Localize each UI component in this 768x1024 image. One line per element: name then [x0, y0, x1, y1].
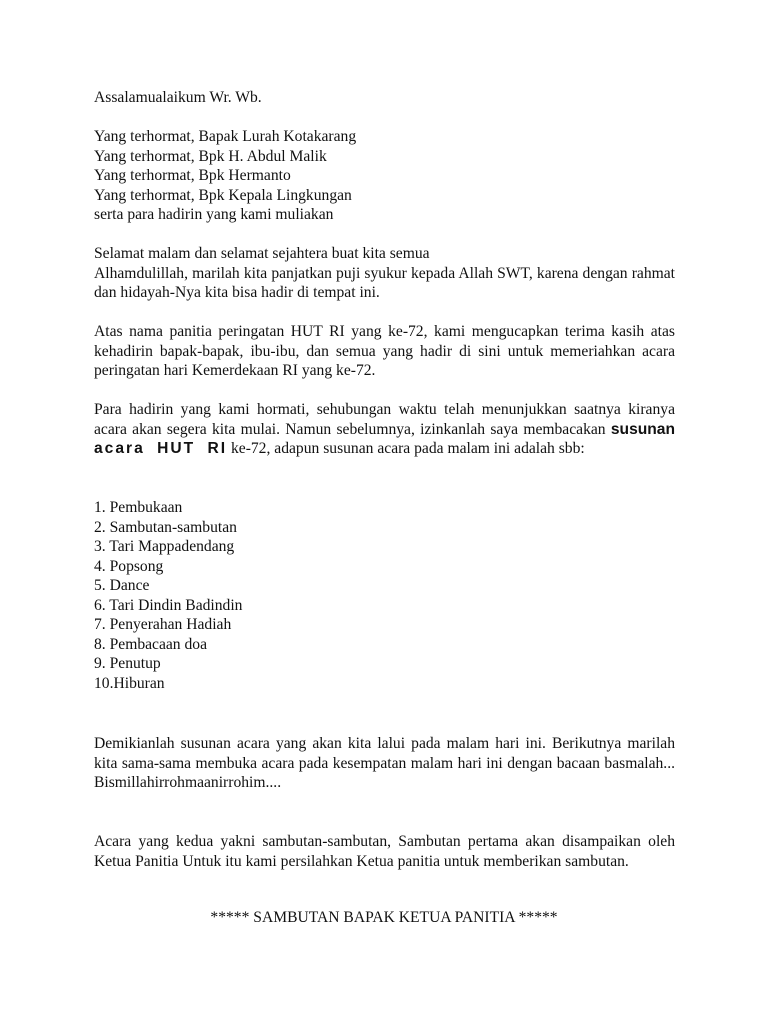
salutation-line: Yang terhormat, Bpk Hermanto: [94, 167, 291, 184]
salutation-line: Yang terhormat, Bpk Kepala Lingkungan: [94, 186, 352, 204]
closing-paragraph: Demikianlah susunan acara yang akan kita lalui pada malam hari ini. Berikutnya marilah kita sama-sama membuka acara pada kesempatan malam hari ini dengan bacaan basmalah... Bismillahirrohmaanirrohim....: [94, 735, 675, 791]
salutation-line: serta para hadirin yang kami muliakan: [94, 206, 334, 223]
agenda-intro-paragraph: [94, 400, 675, 459]
opening-text: Alhamdulillah, marilah kita panjatkan puji syukur kepada Allah SWT, karena dengan rahmat dan hidayah-Nya kita bisa hadir di tempat ini.: [94, 264, 675, 301]
agenda-item: 2. Sambutan-sambutan: [94, 518, 237, 536]
opening-paragraph: [94, 244, 675, 303]
opening-line: Selamat malam dan selamat sejahtera buat kita semua: [94, 245, 430, 262]
agenda-item: 10.Hiburan: [94, 674, 165, 692]
agenda-item: 1. Pembukaan: [94, 499, 183, 516]
salutation-line: Yang terhormat, Bpk H. Abdul Malik: [94, 147, 327, 165]
agenda-list: [94, 498, 675, 693]
agenda-intro-text: ke-72, adapun susunan acara pada malam ini adalah sbb:: [227, 440, 585, 457]
agenda-item: 9. Penutup: [94, 655, 161, 672]
greeting: Assalamualaikum Wr. Wb.: [94, 89, 262, 106]
committee-paragraph: Atas nama panitia peringatan HUT RI yang ke-72, kami mengucapkan terima kasih atas kehadirin bapak-bapak, ibu-ibu, dan semua yang hadir di sini untuk memeriahkan acara peringatan hari Kemerdekaan RI yang ke-72.: [94, 323, 675, 379]
agenda-item: 5. Dance: [94, 577, 150, 594]
agenda-item: 7. Penyerahan Hadiah: [94, 616, 232, 633]
section-heading: ***** SAMBUTAN BAPAK KETUA PANITIA *****: [210, 909, 558, 926]
agenda-item: 8. Pembacaan doa: [94, 635, 208, 653]
agenda-intro-text: Para hadirin yang kami hormati, sehubungan waktu telah menunjukkan saatnya kiranya acara akan segera kita mulai. Namun sebelumnya, izinkanlah saya membacakan: [94, 401, 675, 438]
second-agenda-paragraph: Acara yang kedua yakni sambutan-sambutan, Sambutan pertama akan disampaikan oleh Ketua Panitia Untuk itu kami persilahkan Ketua panitia untuk memberikan sambutan.: [94, 833, 675, 870]
salutation-list: [94, 127, 675, 225]
agenda-item: 6. Tari Dindin Badindin: [94, 596, 243, 614]
agenda-item: 4. Popsong: [94, 557, 164, 575]
agenda-intro-bold: susunan: [610, 420, 675, 438]
salutation-line: Yang terhormat, Bapak Lurah Kotakarang: [94, 128, 357, 145]
agenda-intro-bold: acara HUT RI: [94, 440, 228, 457]
agenda-item: 3. Tari Mappadendang: [94, 538, 235, 555]
